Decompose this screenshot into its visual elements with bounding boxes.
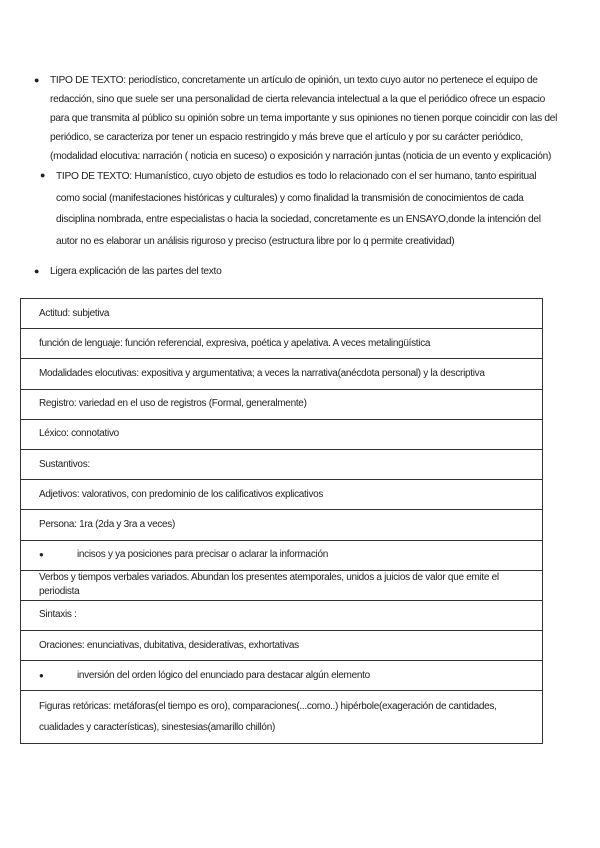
table-row [21,359,543,389]
bullet-tipo-texto-humanistico [40,166,560,252]
table-cell: Registro: variedad en el uso de registros (Formal, generalmente) [21,389,543,419]
bullet-dot: ● [34,266,40,276]
table-row [21,691,543,744]
table-row [21,631,543,661]
table-cell: Sustantivos: [21,449,543,479]
analysis-table [20,298,543,744]
table-cell: Adjetivos: valorativos, con predominio de los calificativos explicativos [21,480,543,510]
table-row [21,570,543,600]
table-cell: Verbos y tiempos verbales variados. Abundan los presentes atemporales, unidos a juicios de valor que emite el periodista [21,570,543,600]
table-cell: Actitud: subjetiva [21,299,543,329]
bullet-dot: ● [40,170,46,180]
bullet-dot: ● [39,550,44,560]
table-row [21,299,543,329]
bullet-dot: ● [34,75,40,85]
table-cell: Sintaxis : [21,600,543,630]
table-row [21,661,543,691]
cell-text: inversión del orden lógico del enunciado para destacar algún elemento [77,669,370,681]
table-row [21,419,543,449]
table-cell: función de lenguaje: función referencial, expresiva, poética y apelativa. A veces metalingüística [21,329,543,359]
table-cell: Oraciones: enunciativas, dubitativa, desiderativas, exhortativas [21,631,543,661]
table-cell: Modalidades elocutivas: expositiva y argumentativa; a veces la narrativa(anécdota personal) y la descriptiva [21,359,543,389]
bullet-text: Ligera explicación de las partes del texto [50,266,222,277]
table-cell-bulleted [21,540,543,570]
table-row [21,600,543,630]
bullet-text: TIPO DE TEXTO: periodístico, concretamente un artículo de opinión, un texto cuyo autor no pertenece el equipo de redacción, sino que suele ser una personalidad de cierta relevancia intelectual a la que el periódico ofrece un espacio para que transmita al público su opinión sobre un tema importante y sus opiniones no tienen porque coincidir con las del periódico, se caracteriza por tener un espacio restringido y más breve que el artículo y por su carácter periódico, (modalidad elocutiva: narración ( noticia en suceso) o exposición y narración juntas (noticia de un evento y explicación) [50,75,558,162]
bullet-dot: ● [39,670,44,680]
table-cell: Léxico: connotativo [21,419,543,449]
table-row [21,449,543,479]
table-row [21,389,543,419]
cell-text: incisos y ya posiciones para precisar o aclarar la información [77,549,328,561]
table-row [21,510,543,540]
bullet-tipo-texto-periodistico [34,71,559,166]
table-cell-bulleted [21,661,543,691]
table-row [21,480,543,510]
table-row [21,540,543,570]
bullet-text: TIPO DE TEXTO: Humanístico, cuyo objeto de estudios es todo lo relacionado con el ser humano, tanto espiritual como social (manifestaciones históricas y culturales) y como finalidad la transmisión de conocimientos de cada disciplina nombrada, entre especialistas o hacia la sociedad, concretamente es un ENSAYO,donde la intención del autor no es elaborar un análisis riguroso y preciso (estructura libre por lo q permite creatividad) [56,171,541,247]
bullet-explicacion [34,262,554,281]
table-row [21,329,543,359]
table-cell: Persona: 1ra (2da y 3ra a veces) [21,510,543,540]
table-cell: Figuras retóricas: metáforas(el tiempo es oro), comparaciones(...como..) hipérbole(exageración de cantidades, cualidades y características), sinestesias(amarillo chillón) [21,691,543,744]
